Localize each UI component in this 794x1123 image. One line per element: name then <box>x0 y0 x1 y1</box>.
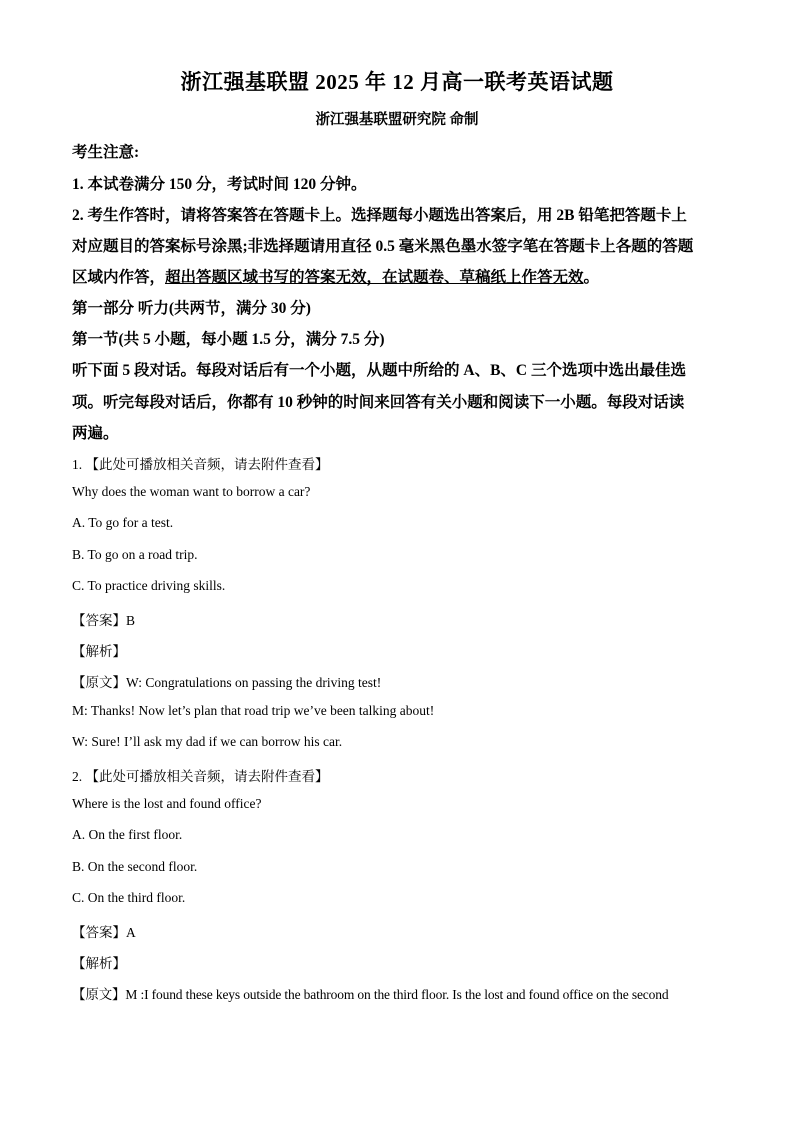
page-subtitle: 浙江强基联盟研究院 命制 <box>315 112 479 128</box>
question-1-option-b: B. To go on a road trip. <box>72 547 198 562</box>
question-2-option-c: C. On the third floor. <box>72 890 186 905</box>
question-1-header: 1. 【此处可播放相关音频，请去附件查看】 <box>72 457 329 472</box>
question-2-transcript-line-1 <box>72 983 668 1003</box>
notice-item-2-line-3 <box>72 265 599 287</box>
section-sub-1: 第一节(共 5 小题，每小题 1.5 分，满分 7.5 分) <box>72 331 385 348</box>
notice-heading: 考生注意: <box>72 144 140 161</box>
question-2-stem: Where is the lost and found office? <box>72 796 262 811</box>
section-part-1: 第一部分 听力(共两节，满分 30 分) <box>72 300 311 317</box>
notice-underlined-warning: 超出答题区域书写的答案无效，在试题卷、草稿纸上作答无效 <box>165 269 584 286</box>
page-title: 浙江强基联盟 2025 年 12 月高一联考英语试题 <box>180 70 614 94</box>
question-1-transcript-line-3: W: Sure! I’ll ask my dad if we can borrow his car. <box>72 734 343 749</box>
answer-value: A <box>126 925 136 940</box>
question-1-option-a: A. To go for a test. <box>72 515 174 530</box>
instruction-line-2: 项。听完每段对话后，你都有 10 秒钟的时间来回答有关小题和阅读下一小题。每段对话读 <box>72 394 685 411</box>
transcript-label: 【原文】 <box>72 987 126 1002</box>
question-1-analysis-label: 【解析】 <box>72 644 126 659</box>
notice-item-2-line-1: 2. 考生作答时，请将答案答在答题卡上。选择题每小题选出答案后，用 2B 铅笔把答题卡上 <box>72 207 687 224</box>
instruction-line-1: 听下面 5 段对话。每段对话后有一个小题，从题中所给的 A、B、C 三个选项中选出最佳选 <box>72 362 686 379</box>
answer-value: B <box>126 613 136 628</box>
question-1-option-c: C. To practice driving skills. <box>72 578 226 593</box>
notice-item-2-line-3-end: 。 <box>583 269 600 286</box>
transcript-label: 【原文】 <box>72 675 126 690</box>
question-2-analysis-label: 【解析】 <box>72 956 126 971</box>
question-1-transcript-line-2: M: Thanks! Now let’s plan that road trip we’ve been talking about! <box>72 703 435 718</box>
transcript-text: M :I found these keys outside the bathroom on the third floor. Is the lost and found office on the second <box>125 987 669 1002</box>
instruction-line-3: 两遍。 <box>72 425 119 442</box>
question-2-option-a: A. On the first floor. <box>72 827 183 842</box>
notice-item-2-line-3-prefix: 区域内作答， <box>72 269 166 286</box>
question-2-option-b: B. On the second floor. <box>72 859 198 874</box>
question-1-answer <box>72 609 135 629</box>
transcript-text: W: Congratulations on passing the driving test! <box>126 675 382 690</box>
question-2-header: 2. 【此处可播放相关音频，请去附件查看】 <box>72 769 329 784</box>
question-2-answer <box>72 921 136 941</box>
notice-item-1: 1. 本试卷满分 150 分，考试时间 120 分钟。 <box>72 176 367 193</box>
question-1-stem: Why does the woman want to borrow a car? <box>72 484 311 499</box>
question-1-transcript-line-1 <box>72 671 381 691</box>
answer-label: 【答案】 <box>72 613 126 628</box>
notice-item-2-line-2: 对应题目的答案标号涂黑;非选择题请用直径 0.5 毫米黑色墨水签字笔在答题卡上各题的答题 <box>72 238 694 255</box>
answer-label: 【答案】 <box>72 925 126 940</box>
